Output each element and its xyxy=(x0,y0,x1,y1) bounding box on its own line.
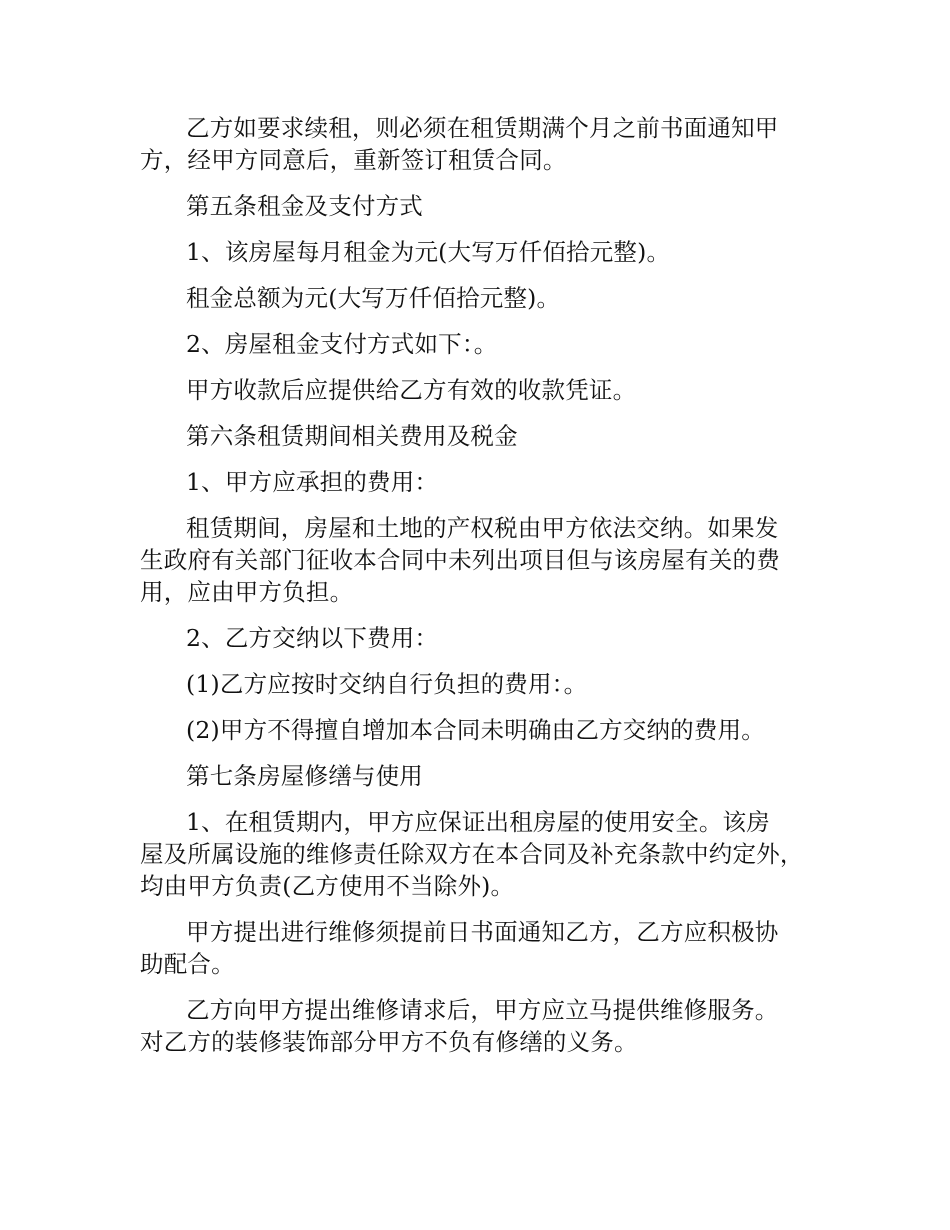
text-line: 第五条租金及支付方式 xyxy=(186,192,423,220)
paragraph-total-rent xyxy=(140,282,840,314)
text-line: 对乙方的装修装饰部分甲方不负有修缮的义务。 xyxy=(140,1028,638,1056)
paragraph-payment-method xyxy=(140,328,840,360)
text-line: 租金总额为元(大写万仟佰拾元整)。 xyxy=(186,284,561,312)
text-line: 第七条房屋修缮与使用 xyxy=(186,762,423,790)
section-heading-article-6 xyxy=(140,420,840,452)
text-line: 2、乙方交纳以下费用： xyxy=(186,624,439,652)
paragraph-repair-request xyxy=(140,994,840,1058)
text-line: 1、在租赁期内，甲方应保证出租房屋的使用安全。该房 xyxy=(186,808,770,836)
text-line: (1)乙方应按时交纳自行负担的费用：。 xyxy=(186,670,588,698)
paragraph-receipt xyxy=(140,374,840,406)
paragraph-tenant-fee-item-1 xyxy=(140,668,840,700)
text-line: 甲方提出进行维修须提前日书面通知乙方，乙方应积极协 xyxy=(186,918,779,946)
paragraph-renewal-notice xyxy=(140,112,840,176)
paragraph-tenant-fee-item-2 xyxy=(140,714,840,746)
text-line: 屋及所属设施的维修责任除双方在本合同及补充条款中约定外， xyxy=(140,840,804,868)
paragraph-property-tax xyxy=(140,512,840,608)
text-line: 助配合。 xyxy=(140,950,235,978)
text-line: 方，经甲方同意后，重新签订租赁合同。 xyxy=(140,146,567,174)
document-body xyxy=(140,112,840,1072)
paragraph-monthly-rent xyxy=(140,236,840,268)
text-line: 用，应由甲方负担。 xyxy=(140,578,354,606)
text-line: 甲方收款后应提供给乙方有效的收款凭证。 xyxy=(186,376,637,404)
paragraph-tenant-fees xyxy=(140,622,840,654)
paragraph-landlord-fees xyxy=(140,466,840,498)
text-line: 乙方如要求续租，则必须在租赁期满个月之前书面通知甲 xyxy=(186,114,779,142)
text-line: 2、房屋租金支付方式如下：。 xyxy=(186,330,498,358)
text-line: 租赁期间，房屋和土地的产权税由甲方依法交纳。如果发 xyxy=(186,514,779,542)
text-line: (2)甲方不得擅自增加本合同未明确由乙方交纳的费用。 xyxy=(186,716,765,744)
text-line: 生政府有关部门征收本合同中未列出项目但与该房屋有关的费 xyxy=(140,546,780,574)
paragraph-safety-maintenance xyxy=(140,806,840,902)
section-heading-article-5 xyxy=(140,190,840,222)
section-heading-article-7 xyxy=(140,760,840,792)
text-line: 第六条租赁期间相关费用及税金 xyxy=(186,422,518,450)
text-line: 均由甲方负责(乙方使用不当除外)。 xyxy=(140,872,515,900)
text-line: 1、甲方应承担的费用： xyxy=(186,468,439,496)
text-line: 1、该房屋每月租金为元(大写万仟佰拾元整)。 xyxy=(186,238,671,266)
paragraph-repair-notice xyxy=(140,916,840,980)
text-line: 乙方向甲方提出维修请求后，甲方应立马提供维修服务。 xyxy=(186,996,779,1024)
